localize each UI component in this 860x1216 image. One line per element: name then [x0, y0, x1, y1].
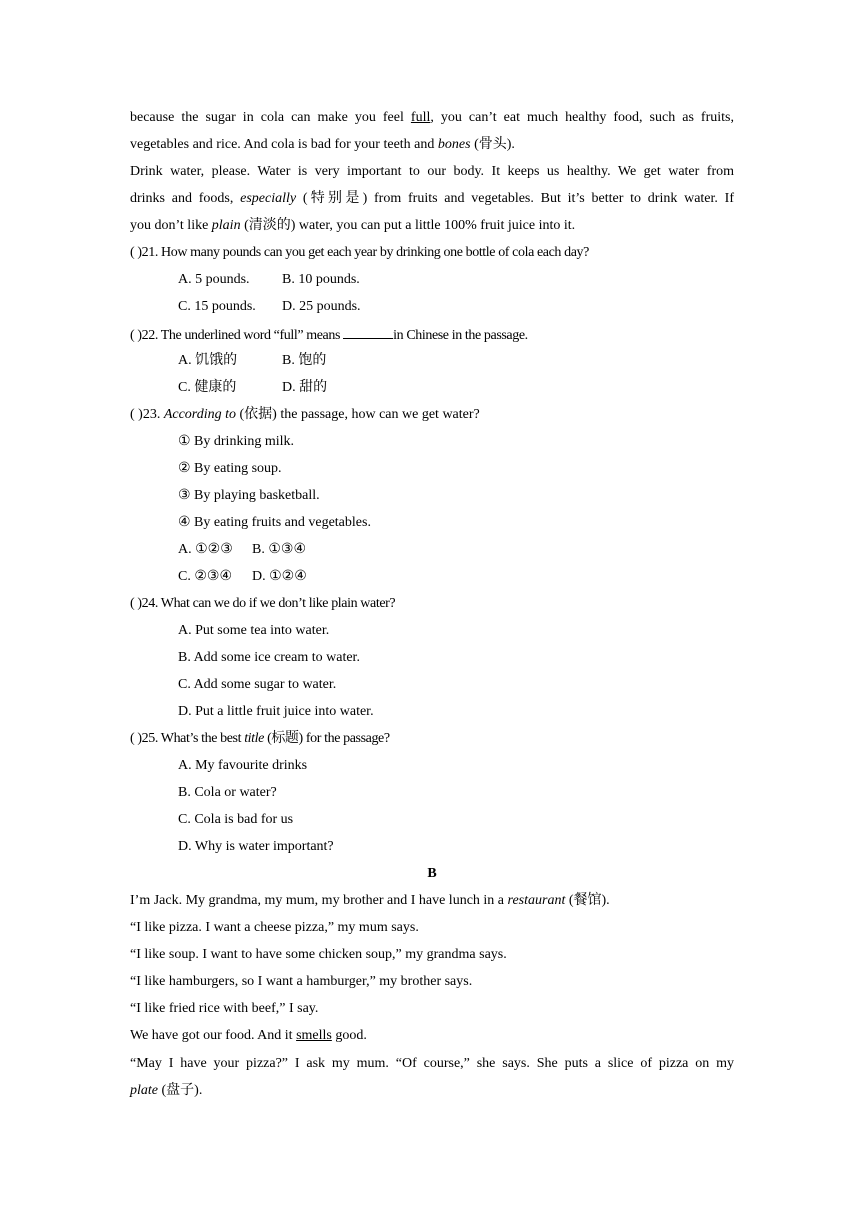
- passage-a-line-1: [130, 108, 734, 128]
- text: (盘子).: [158, 1083, 203, 1098]
- italic-word: plate: [130, 1083, 158, 1098]
- section-b-line-2: “I like pizza. I want a cheese pizza,” my mum says.: [130, 920, 419, 935]
- text: I’m Jack. My grandma, my mum, my brother and I have lunch in a: [130, 893, 508, 908]
- underlined-word-full: full: [410, 110, 431, 125]
- question-25: [130, 729, 734, 749]
- text: because the sugar in cola can make you feel: [130, 110, 411, 125]
- q25-option-b: B. Cola or water?: [178, 785, 277, 800]
- question-24: [130, 594, 734, 614]
- answer-paren: ( ): [130, 328, 142, 343]
- q23-statement-4: ④ By eating fruits and vegetables.: [178, 515, 371, 530]
- option-c: C. ②③④: [178, 569, 232, 584]
- section-b-line-7: “May I have your pizza?” I ask my mum. “Of course,” she says. She puts a slice of pizza on my: [130, 1056, 734, 1071]
- text: (餐馆).: [565, 893, 610, 908]
- underlined-word-smells: smells: [296, 1028, 332, 1043]
- section-b-line-8: [130, 1081, 734, 1101]
- question-22: [130, 324, 734, 346]
- option-d: D. 甜的: [282, 380, 328, 395]
- section-b-heading: B: [427, 866, 437, 881]
- question-23: [130, 405, 734, 425]
- question-stem: in Chinese in the passage.: [393, 328, 528, 343]
- q23-statement-3: ③ By playing basketball.: [178, 488, 320, 503]
- question-stem: 24. What can we do if we don’t like plain water?: [141, 596, 396, 611]
- answer-paren: ( ): [130, 596, 142, 611]
- option-b: B. 10 pounds.: [282, 272, 360, 287]
- section-b-line-5: “I like fried rice with beef,” I say.: [130, 1001, 319, 1016]
- q23-statement-1: ① By drinking milk.: [178, 434, 294, 449]
- text: (骨头).: [470, 137, 515, 152]
- section-b-line-4: “I like hamburgers, so I want a hamburger,” my brother says.: [130, 974, 473, 989]
- q23-statement-2: ② By eating soup.: [178, 461, 282, 476]
- text: drinks and foods,: [130, 191, 241, 206]
- passage-a-line-5: [130, 216, 734, 236]
- italic-word: restaurant: [507, 893, 566, 908]
- question-number: 23.: [142, 407, 164, 422]
- q24-option-a: A. Put some tea into water.: [178, 623, 330, 638]
- option-b: B. 饱的: [282, 353, 327, 368]
- q22-options-row-2: [178, 378, 782, 398]
- question-stem: (标题) for the passage?: [263, 731, 390, 746]
- italic-word: especially: [240, 191, 297, 206]
- option-a: A. ①②③: [178, 542, 233, 557]
- text: , you can’t eat much healthy food, such as fruits,: [430, 110, 734, 125]
- text: (特别是) from fruits and vegetables. But it’s better to drink water. If: [296, 191, 735, 206]
- option-c: C. 健康的: [178, 380, 237, 395]
- question-stem: 21. How many pounds can you get each year by drinking one bottle of cola each day?: [141, 245, 589, 260]
- text: you don’t like: [130, 218, 212, 233]
- italic-word: bones: [437, 137, 471, 152]
- option-b: B. ①③④: [252, 542, 306, 557]
- text: vegetables and rice. And cola is bad for your teeth and: [130, 137, 438, 152]
- q25-option-c: C. Cola is bad for us: [178, 812, 294, 827]
- italic-word: According to: [163, 407, 237, 422]
- section-b-line-1: [130, 891, 734, 911]
- section-b-line-3: “I like soup. I want to have some chicken soup,” my grandma says.: [130, 947, 507, 962]
- q23-options-row-1: [178, 540, 782, 560]
- passage-a-line-4: [130, 189, 734, 209]
- option-a: A. 饥饿的: [178, 353, 238, 368]
- text: We have got our food. And it: [130, 1028, 297, 1043]
- question-stem: 25. What’s the best: [141, 731, 245, 746]
- text: (清淡的) water, you can put a little 100% fruit juice into it.: [240, 218, 576, 233]
- q24-option-b: B. Add some ice cream to water.: [178, 650, 360, 665]
- q21-options-row-2: [178, 297, 782, 317]
- section-b-line-6: [130, 1026, 734, 1046]
- q25-option-d: D. Why is water important?: [178, 839, 334, 854]
- q22-options-row-1: [178, 351, 782, 371]
- q21-options-row-1: [178, 270, 782, 290]
- passage-a-line-3: Drink water, please. Water is very important to our body. It keeps us healthy. We get water from: [130, 164, 734, 179]
- q25-option-a: A. My favourite drinks: [178, 758, 308, 773]
- passage-a-line-2: [130, 135, 734, 155]
- italic-word: title: [244, 731, 264, 746]
- answer-paren: ( ): [130, 245, 142, 260]
- question-stem: (依据) the passage, how can we get water?: [236, 407, 480, 422]
- text: good.: [331, 1028, 367, 1043]
- option-d: D. 25 pounds.: [282, 299, 361, 314]
- answer-paren: ( ): [130, 407, 143, 422]
- italic-word: plain: [211, 218, 241, 233]
- answer-blank: [343, 324, 393, 339]
- answer-paren: ( ): [130, 731, 142, 746]
- q24-option-c: C. Add some sugar to water.: [178, 677, 337, 692]
- q24-option-d: D. Put a little fruit juice into water.: [178, 704, 374, 719]
- option-c: C. 15 pounds.: [178, 299, 256, 314]
- q23-options-row-2: [178, 567, 782, 587]
- question-21: [130, 243, 734, 263]
- question-stem: 22. The underlined word “full” means: [141, 328, 344, 343]
- option-d: D. ①②④: [252, 569, 307, 584]
- option-a: A. 5 pounds.: [178, 272, 250, 287]
